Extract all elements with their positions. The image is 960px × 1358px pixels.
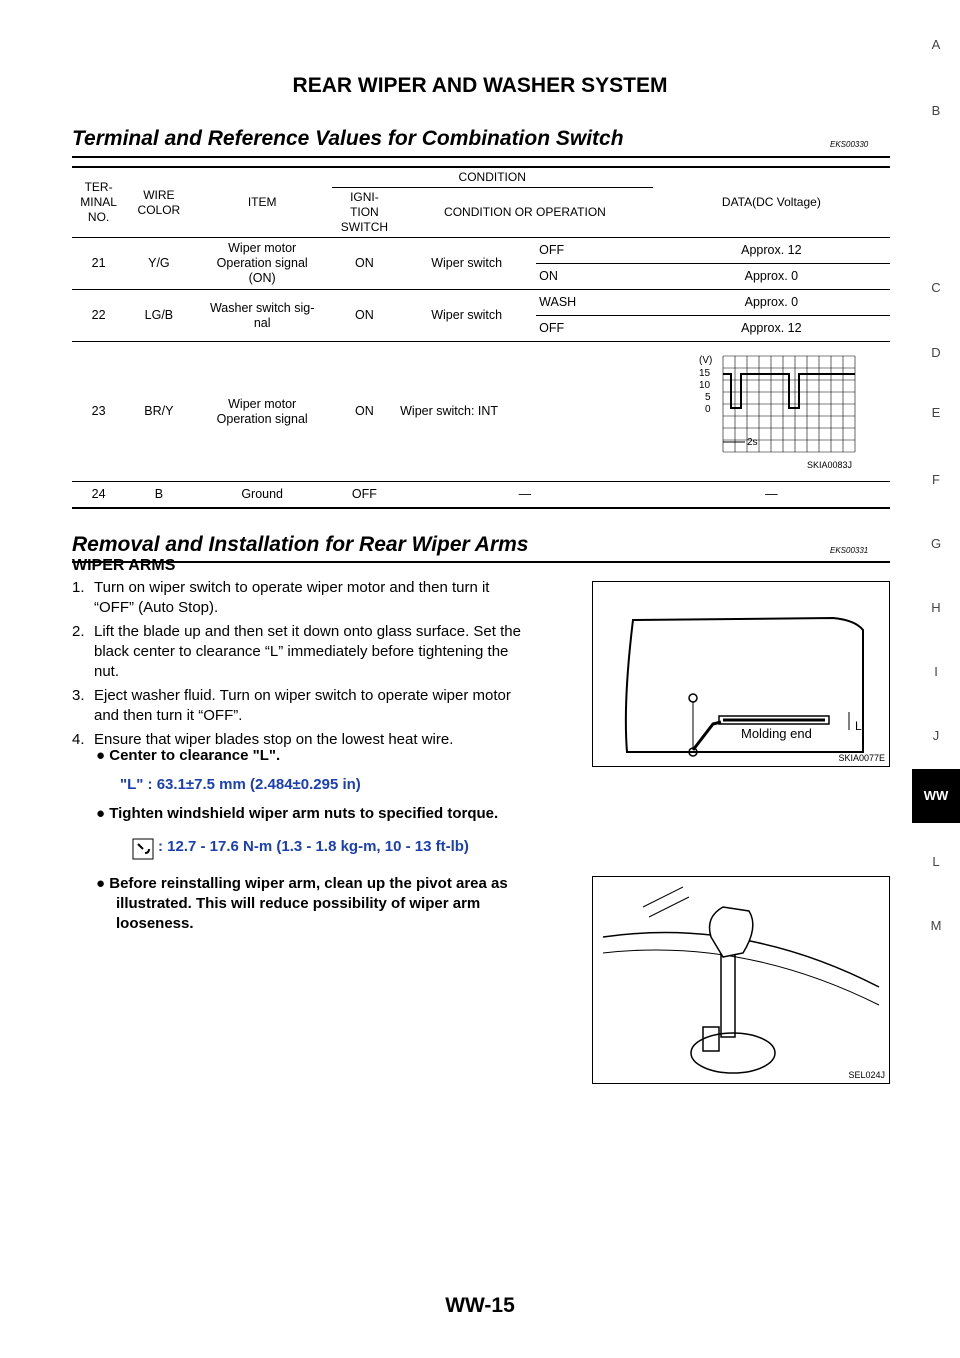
cell-item: Ground: [193, 482, 332, 508]
th-operation: CONDITION OR OPERATION: [397, 188, 653, 238]
step-item: [72, 622, 584, 682]
cell-data: Approx. 12: [653, 238, 890, 264]
side-tab-f[interactable]: F: [932, 472, 940, 487]
cell-state: ON: [536, 264, 653, 290]
figure-pivot-cleaning: [592, 876, 890, 1084]
step-text: Eject washer fluid. Turn on wiper switch to operate wiper motor and then turn it “OFF”.: [94, 687, 511, 724]
th-ignition: IGNI- TION SWITCH: [332, 188, 397, 238]
bullet-item: ● Center to clearance "L".: [96, 747, 281, 764]
cell-wire: LG/B: [125, 290, 192, 342]
cell-item: Wiper motor Operation signal: [193, 342, 332, 482]
waveform-unit: (V): [699, 354, 713, 366]
spec-torque: : 12.7 - 17.6 N-m (1.3 - 1.8 kg-m, 10 - 13 ft-lb): [158, 838, 469, 855]
cell-operation: Wiper switch: [397, 238, 536, 290]
waveform-time: 2s: [747, 436, 758, 448]
subsection-title: WIPER ARMS: [72, 557, 176, 574]
cell-data: —: [653, 482, 890, 508]
section-rule: [72, 561, 890, 563]
step-item: [72, 686, 584, 726]
waveform-tick: 5: [705, 391, 711, 403]
th-data: DATA(DC Voltage): [653, 167, 890, 238]
figure-wiper-clearance: [592, 581, 890, 767]
cell-operation: —: [397, 482, 653, 508]
wiper-clearance-diagram: [593, 582, 889, 766]
terminal-table: [72, 166, 890, 509]
step-text: Lift the blade up and then set it down onto glass surface. Set the black center to clearance “L” immediately before tightening the nut.: [94, 623, 521, 680]
cell-waveform: [653, 342, 890, 482]
cell-data: Approx. 0: [653, 264, 890, 290]
waveform-trace: [723, 374, 855, 408]
cell-state: OFF: [536, 316, 653, 342]
cell-terminal: 23: [72, 342, 125, 482]
side-tab-d[interactable]: D: [931, 345, 941, 360]
step-number: 1.: [72, 579, 85, 596]
cell-item: Wiper motor Operation signal (ON): [193, 238, 332, 290]
th-terminal: TER- MINAL NO.: [72, 167, 125, 238]
cell-item: Washer switch sig- nal: [193, 290, 332, 342]
side-tab-e[interactable]: E: [931, 405, 941, 420]
cell-wire: BR/Y: [125, 342, 192, 482]
step-item: [72, 578, 584, 618]
cell-terminal: 21: [72, 238, 125, 290]
side-tab-c[interactable]: C: [931, 280, 941, 295]
torque-wrench-icon: [132, 838, 154, 860]
cell-terminal: 24: [72, 482, 125, 508]
steps-list: [72, 578, 584, 750]
side-tab-i[interactable]: I: [934, 664, 938, 679]
cell-wire: Y/G: [125, 238, 192, 290]
step-number: 3.: [72, 687, 85, 704]
cell-data: Approx. 0: [653, 290, 890, 316]
cell-operation: Wiper switch: [397, 290, 536, 342]
cell-state: OFF: [536, 238, 653, 264]
side-tab-a[interactable]: A: [931, 37, 941, 52]
waveform-caption: SKIA0083J: [807, 459, 853, 470]
cell-ignition: ON: [332, 290, 397, 342]
cell-wire: B: [125, 482, 192, 508]
section-title-terminal-values: Terminal and Reference Values for Combination Switch: [72, 127, 624, 150]
waveform-tick: 0: [705, 403, 711, 415]
cell-ignition: ON: [332, 342, 397, 482]
bullet-text: Center to clearance "L".: [109, 747, 281, 764]
page-number: WW-15: [445, 1294, 515, 1317]
side-tab-l[interactable]: L: [932, 854, 940, 869]
pivot-cleaning-illustration: [593, 877, 889, 1083]
bullet-text: Before reinstalling wiper arm, clean up the pivot area as illustrated. This will reduce possibility of wiper arm looseness.: [109, 875, 508, 932]
side-tab-m[interactable]: M: [930, 918, 942, 933]
cell-ignition: OFF: [332, 482, 397, 508]
cell-state: WASH: [536, 290, 653, 316]
waveform-tick: 15: [699, 367, 711, 379]
cell-data: Approx. 12: [653, 316, 890, 342]
step-number: 4.: [72, 731, 85, 748]
spec-clearance: "L" : 63.1±7.5 mm (2.484±0.295 in): [120, 776, 361, 793]
side-tab-h[interactable]: H: [931, 600, 941, 615]
label-molding-end: Molding end: [741, 726, 812, 741]
figure-caption: SEL024J: [848, 1070, 885, 1080]
waveform-tick: 10: [699, 379, 711, 391]
label-l: L: [855, 719, 862, 733]
cell-terminal: 22: [72, 290, 125, 342]
side-tab-j[interactable]: J: [932, 728, 940, 743]
section-rule: [72, 156, 890, 158]
side-tab-b[interactable]: B: [931, 103, 941, 118]
bullet-text: Tighten windshield wiper arm nuts to specified torque.: [109, 805, 499, 822]
bullet-item: ● Before reinstalling wiper arm, clean up the pivot area as illustrated. This will reduce possibility of wiper arm looseness.: [96, 875, 508, 932]
th-wire: WIRE COLOR: [125, 167, 192, 238]
bullet-item: ● Tighten windshield wiper arm nuts to specified torque.: [96, 805, 499, 822]
section-code: EKS00330: [830, 140, 869, 149]
side-tab-g[interactable]: G: [930, 536, 942, 551]
th-condition: CONDITION: [332, 167, 653, 188]
step-number: 2.: [72, 623, 85, 640]
page-header: REAR WIPER AND WASHER SYSTEM: [292, 74, 668, 97]
cell-ignition: ON: [332, 238, 397, 290]
side-tab-ww[interactable]: WW: [912, 769, 960, 823]
step-text: Turn on wiper switch to operate wiper motor and then turn it “OFF” (Auto Stop).: [94, 579, 490, 616]
cell-operation: Wiper switch: INT: [397, 342, 653, 482]
section-title-removal: Removal and Installation for Rear Wiper Arms: [72, 533, 529, 556]
th-item: ITEM: [193, 167, 332, 238]
step-text: Ensure that wiper blades stop on the lowest heat wire.: [94, 731, 454, 748]
section-code: EKS00331: [830, 546, 869, 555]
figure-caption: SKIA0077E: [838, 753, 885, 763]
waveform-diagram: [671, 346, 871, 474]
